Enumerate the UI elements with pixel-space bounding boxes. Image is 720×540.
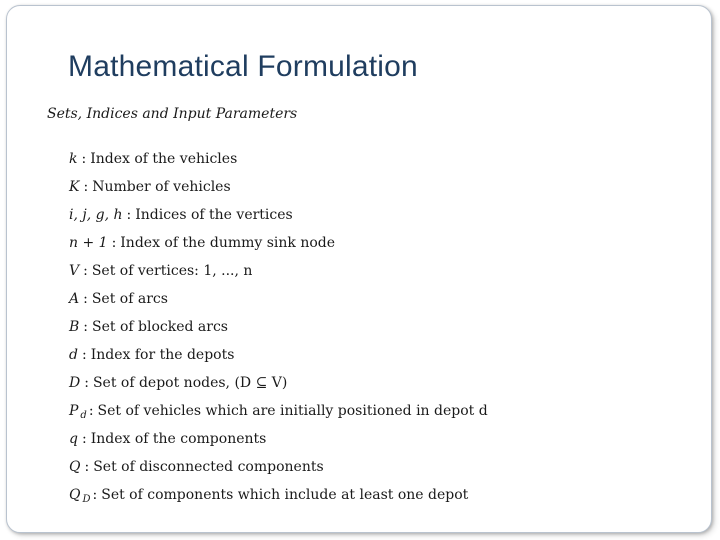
parameter-description: Set of vertices: 1, ..., n [91,263,253,279]
parameter-description: Index of the vehicles [90,151,238,167]
parameter-symbol: i, j, g, h [69,207,123,223]
parameter-subscript: d [80,410,87,421]
parameter-description: Index of the dummy sink node [120,235,336,251]
parameter-symbol: d [69,347,78,363]
parameter-symbol: A [69,291,80,307]
parameter-symbol: Q [69,487,81,503]
parameter-item: Q : Set of disconnected components [69,459,324,475]
parameter-item: V : Set of vertices: 1, ..., n [69,263,253,279]
parameter-description: Index for the depots [90,347,235,363]
parameter-item: D : Set of depot nodes, (D ⊆ V) [69,375,288,391]
parameter-description: Set of vehicles which are initially positioned in depot d [97,403,488,419]
parameter-item: n + 1 : Index of the dummy sink node [69,235,336,251]
parameter-item: K : Number of vehicles [69,179,231,195]
parameter-item: i, j, g, h : Indices of the vertices [69,207,293,223]
parameter-symbol: P [69,403,79,419]
parameter-symbol: n + 1 [69,235,108,251]
parameter-description: Set of blocked arcs [92,319,228,335]
parameter-description: Number of vehicles [92,179,231,195]
parameter-symbol: Q [69,459,81,475]
parameter-subscript: D [82,494,91,505]
parameter-item: P $_d$ : Set of vehicles which are initially positioned in depot d [69,403,488,421]
parameter-symbol: B [69,319,80,335]
section-heading: Sets, Indices and Input Parameters [47,106,298,122]
parameter-symbol: k [69,151,78,167]
parameter-description: Index of the components [90,431,267,447]
parameter-item: k : Index of the vehicles [69,151,238,167]
parameter-item: q : Index of the components [69,431,267,447]
parameter-item: A : Set of arcs [69,291,168,307]
slide-title: Mathematical Formulation [68,50,418,83]
parameter-symbol: K [69,179,80,195]
parameter-symbol: q [69,431,78,447]
parameter-list [69,148,488,512]
parameter-symbol: D [69,375,81,391]
parameter-symbol: V [69,263,80,279]
parameter-item: d : Index for the depots [69,347,235,363]
parameter-description: Set of depot nodes, (D ⊆ V) [92,375,288,391]
parameter-item: B : Set of blocked arcs [69,319,228,335]
parameter-item: Q $_D$ : Set of components which include at least one depot [69,487,469,505]
parameter-description: Indices of the vertices [135,207,293,223]
parameter-description: Set of disconnected components [93,459,324,475]
parameter-description: Set of components which include at least one depot [101,487,469,503]
parameter-description: Set of arcs [91,291,168,307]
